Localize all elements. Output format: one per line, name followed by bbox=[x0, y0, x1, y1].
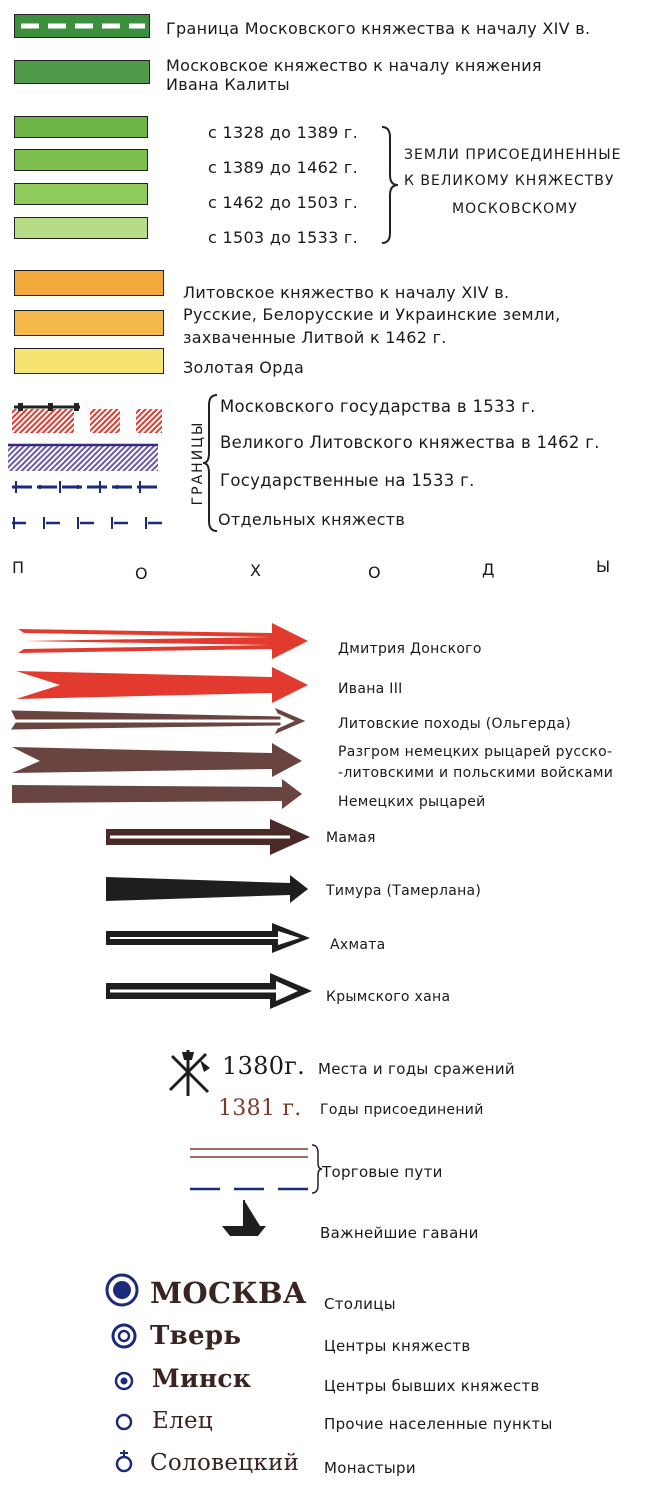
swatch-period-1462 bbox=[14, 183, 148, 205]
label-period-1462: с 1462 до 1503 г. bbox=[208, 193, 359, 212]
label-moscow-kalita-line2: Ивана Калиты bbox=[166, 75, 290, 94]
trade-routes-icon bbox=[188, 1145, 328, 1195]
heading-letter-4: О bbox=[368, 563, 381, 582]
border-symbols-icon bbox=[0, 395, 170, 535]
swatch-period-1389 bbox=[14, 149, 148, 171]
settlement-principality-name: Тверь bbox=[150, 1321, 242, 1351]
label-campaign-olgerd: Литовские походы (Ольгерда) bbox=[338, 716, 572, 732]
label-campaign-ivan3: Ивана III bbox=[338, 681, 403, 697]
label-period-1328: с 1328 до 1389 г. bbox=[208, 123, 359, 142]
label-period-1389: с 1389 до 1462 г. bbox=[208, 158, 359, 177]
label-campaign-defeat-line2: -литовскими и польскими войсками bbox=[338, 765, 614, 781]
label-annexed-line1: ЗЕМЛИ ПРИСОЕДИНЕННЫЕ bbox=[404, 147, 622, 163]
heading-letter-5: Д bbox=[482, 560, 495, 579]
label-horde: Золотая Орда bbox=[183, 358, 305, 377]
settlement-former-name: Минск bbox=[152, 1364, 252, 1393]
settlement-former-label: Центры бывших княжеств bbox=[324, 1377, 540, 1395]
label-campaign-donskoy: Дмитрия Донского bbox=[338, 641, 482, 657]
label-campaign-akhmat: Ахмата bbox=[330, 937, 386, 953]
label-rus-lands-line2: захваченные Литвой к 1462 г. bbox=[183, 328, 447, 347]
label-campaign-crimean: Крымского хана bbox=[326, 989, 451, 1005]
label-moscow-kalita-line1: Московское княжество к началу княжения bbox=[166, 56, 542, 75]
label-border-lithuania: Великого Литовского княжества в 1462 г. bbox=[220, 433, 600, 452]
label-battle-places: Места и годы сражений bbox=[318, 1060, 515, 1078]
heading-letter-3: Х bbox=[250, 561, 262, 580]
swatch-rus-lands bbox=[14, 310, 164, 336]
settlement-monastery-label: Монастыри bbox=[324, 1459, 416, 1477]
label-battle-year: 1380г. bbox=[222, 1052, 306, 1080]
label-harbors: Важнейшие гавани bbox=[320, 1224, 479, 1242]
settlement-monastery-name: Соловецкий bbox=[150, 1450, 300, 1476]
settlement-other-label: Прочие населенные пункты bbox=[324, 1415, 553, 1433]
campaign-arrows-icon bbox=[0, 615, 320, 1035]
label-annexed-line2: К ВЕЛИКОМУ КНЯЖЕСТВУ bbox=[404, 173, 615, 189]
period-brace-icon bbox=[380, 125, 400, 245]
label-annex-years: Годы присоединений bbox=[320, 1102, 484, 1118]
label-borders-vertical: ГРАНИЦЫ bbox=[190, 420, 206, 506]
settlement-capital-label: Столицы bbox=[324, 1295, 396, 1313]
heading-letter-1: П bbox=[12, 558, 25, 577]
heading-letter-6: Ы bbox=[596, 557, 611, 576]
swatch-lithuania bbox=[14, 270, 164, 296]
settlement-capital-name: МОСКВА bbox=[150, 1276, 307, 1310]
label-border-moscow-state: Московского государства в 1533 г. bbox=[220, 397, 536, 416]
label-border-state: Государственные на 1533 г. bbox=[220, 471, 475, 490]
dash-pattern-icon bbox=[15, 15, 151, 39]
swatch-border-moscow-xiv bbox=[14, 14, 150, 38]
heading-letter-2: О bbox=[135, 564, 148, 583]
label-border-principalities: Отдельных княжеств bbox=[218, 510, 406, 529]
swatch-moscow-kalita bbox=[14, 60, 150, 84]
label-campaign-mamai: Мамая bbox=[326, 830, 376, 846]
label-period-1503: с 1503 до 1533 г. bbox=[208, 228, 359, 247]
swatch-period-1503 bbox=[14, 217, 148, 239]
label-campaign-knights: Немецких рыцарей bbox=[338, 794, 486, 810]
label-border-moscow-xiv: Граница Московского княжества к началу XIV в. bbox=[166, 19, 591, 38]
label-campaign-timur: Тимура (Тамерлана) bbox=[326, 883, 482, 899]
settlement-symbols-icon bbox=[104, 1270, 144, 1470]
label-lithuania: Литовское княжество к началу XIV в. bbox=[183, 283, 510, 302]
label-rus-lands-line1: Русские, Белорусские и Украинские земли, bbox=[183, 305, 561, 324]
borders-brace-icon bbox=[203, 393, 219, 533]
label-annex-year: 1381 г. bbox=[218, 1096, 302, 1121]
battle-swords-icon bbox=[164, 1046, 214, 1098]
label-campaign-defeat-line1: Разгром немецких рыцарей русско- bbox=[338, 744, 613, 760]
label-annexed-line3: МОСКОВСКОМУ bbox=[452, 201, 578, 217]
settlement-other-name: Елец bbox=[152, 1408, 214, 1434]
ship-icon bbox=[220, 1198, 270, 1240]
swatch-period-1328 bbox=[14, 116, 148, 138]
label-trade-routes: Торговые пути bbox=[322, 1163, 443, 1181]
settlement-principality-label: Центры княжеств bbox=[324, 1337, 471, 1355]
swatch-horde bbox=[14, 348, 164, 374]
